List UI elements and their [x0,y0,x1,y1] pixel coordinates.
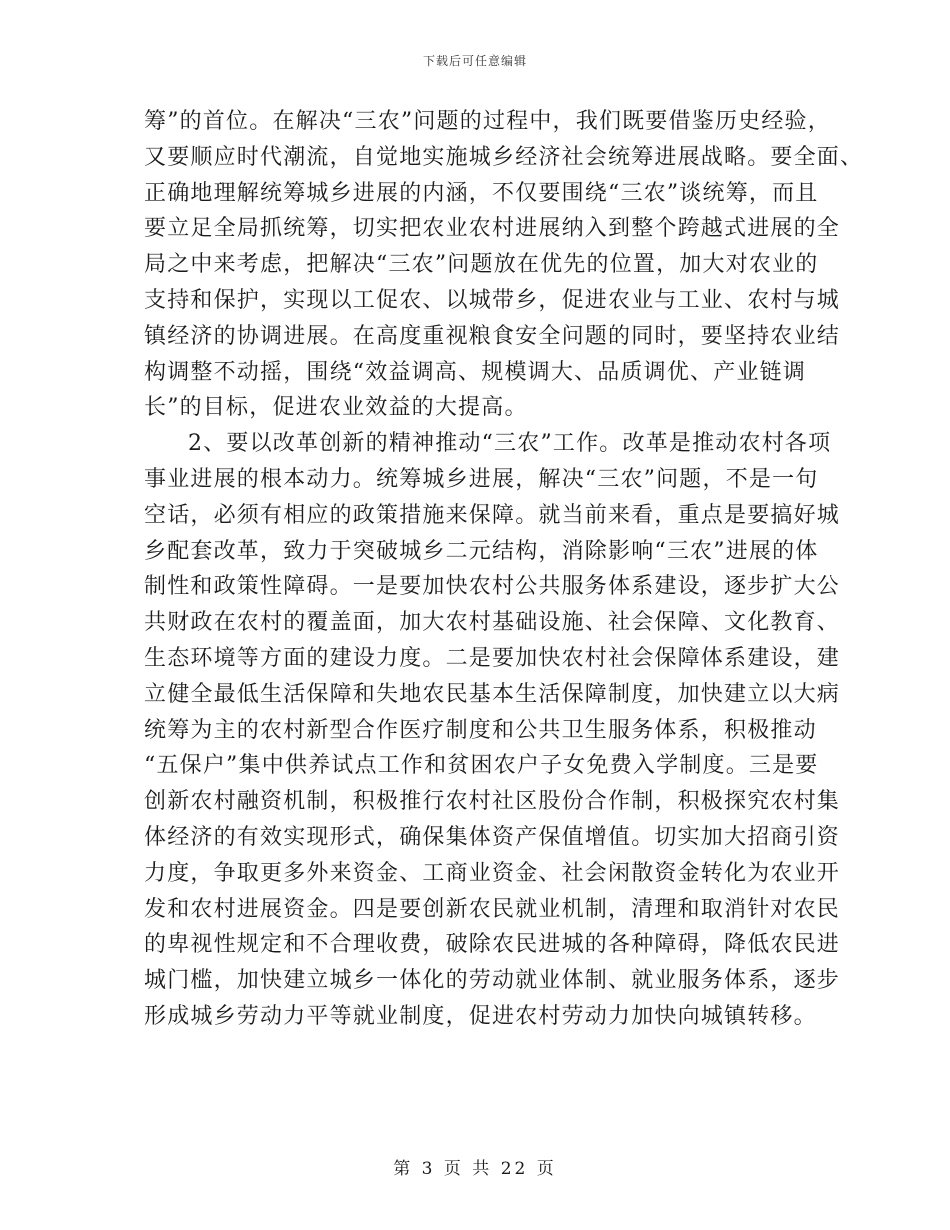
text-line: 又要顺应时代潮流，自觉地实施城乡经济社会统筹进展战略。要全面、 [144,144,864,170]
text-line: 正确地理解统筹城乡进展的内涵，不仅要围绕“三农”谈统筹，而且 [144,180,819,206]
text-line: 局之中来考虑，把解决“三农”问题放在优先的位置，加大对农业的 [144,252,819,278]
text-line: 2、要以改革创新的精神推动“三农”工作。改革是推动农村各项 [188,431,832,457]
body-text [144,104,864,1035]
text-line: 城门槛，加快建立城乡一体化的劳动就业体制、就业服务体系，逐步 [144,968,841,994]
text-line: 长”的目标，促进农业效益的大提高。 [144,395,528,421]
header-note: 下载后可任意编辑 [422,54,527,68]
paragraph-1 [144,104,864,426]
text-line: 事业进展的根本动力。统筹城乡进展，解决“三农”问题，不是一句 [144,466,819,492]
text-line: 发和农村进展资金。四是要创新农民就业机制，清理和取消针对农民 [144,896,841,922]
text-line: 体经济的有效实现形式，确保集体资产保值增值。切实加大招商引资 [144,824,841,850]
text-line: 力度，争取更多外来资金、工商业资金、社会闲散资金转化为农业开 [144,860,841,886]
text-line: 制性和政策性障碍。一是要加快农村公共服务体系建设，逐步扩大公 [144,574,841,600]
text-line: 生态环境等方面的建设力度。二是要加快农村社会保障体系建设，建 [144,645,841,671]
text-line: 筹”的首位。在解决“三农”问题的过程中，我们既要借鉴历史经验， [144,109,831,134]
text-line: 空话，必须有相应的政策措施来保障。就当前来看，重点是要搞好城 [144,502,841,528]
text-line: 支持和保护，实现以工促农、以城带乡，促进农业与工业、农村与城 [144,287,841,313]
text-line: 要立足全局抓统筹，切实把农业农村进展纳入到整个跨越式进展的全 [144,216,841,242]
page-number-footer: 第 3 页 共 22 页 [393,1159,557,1179]
text-line: 统筹为主的农村新型合作医疗制度和公共卫生服务体系，积极推动 [144,717,817,743]
text-line: 构调整不动摇，围绕“效益调高、规模调大、品质调优、产业链调 [144,359,807,385]
text-line: 立健全最低生活保障和失地农民基本生活保障制度，加快建立以大病 [144,681,841,707]
paragraph-2 [144,426,841,1035]
text-line: 创新农村融资机制，积极推行农村社区股份合作制，积极探究农村集 [144,789,841,815]
text-line: 镇经济的协调进展。在高度重视粮食安全问题的同时，要坚持农业结 [144,323,841,349]
text-line: 乡配套改革，致力于突破城乡二元结构，消除影响“三农”进展的体 [144,538,819,564]
text-line: 形成城乡劳动力平等就业制度，促进农村劳动力加快向城镇转移。 [144,1003,817,1029]
text-line: 共财政在农村的覆盖面，加大农村基础设施、社会保障、文化教育、 [144,610,841,636]
text-line: “五保户”集中供养试点工作和贫困农户子女免费入学制度。三是要 [144,753,819,779]
text-line: 的卑视性规定和不合理收费，破除农民进城的各种障碍，降低农民进 [144,932,841,958]
